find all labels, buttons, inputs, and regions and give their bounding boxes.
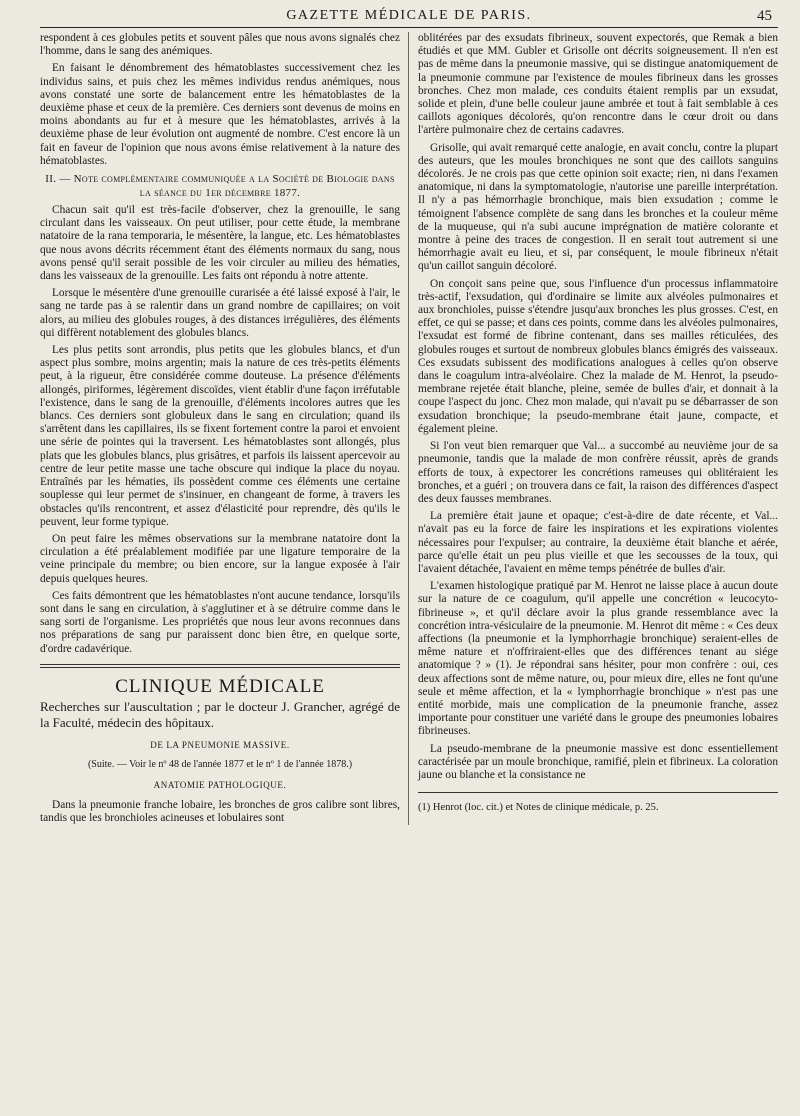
journal-title: GAZETTE MÉDICALE DE PARIS. (286, 8, 532, 23)
section-rule (40, 664, 400, 665)
paragraph: L'examen histologique pratiqué par M. Henrot ne laisse place à aucun doute sur la nature de ce coagulum, qu'il appelle une concrétion « leucocyto-fibrineuse », et qu'il déclare avoir la plus grande ressemblance avec la concrétion intra-vésiculaire de la pneumonie. M. Henrot dit même : « Ces deux affections (la pneumonie et la lymphorrhagie bronchique) seraient-elles de même nature et n'offriraient-elles que des différences tenant au siége anatomique ? » (1). Je répondrai sans hésiter, pour mon confrère : oui, ces deux affections sont de même nature, ou, pour mieux dire, elles ne font qu'une seule et même affection, et la « lymphorrhagie bronchique » n'est pas une entité morbide, mais une complication de la pneumonie franche, assez importante pour constituer une variété dans le groupe des pneumonies lobaires fibrineuses. (418, 580, 778, 738)
footnote: (1) Henrot (loc. cit.) et Notes de clinique médicale, p. 25. (418, 802, 659, 814)
right-column (409, 32, 778, 825)
paragraph: Grisolle, qui avait remarqué cette analogie, en avait conclu, contre la plupart des auteurs, que les moules bronchiques ne sont que des caillots sanguins décolorés. Je ne crois pas que cette opinion soit exacte; rien, ni dans l'examen anatomique, ni dans la symptomatologie, n'autorise une pareille interprétation. Il n'y a pas hémorrhagie bronchique, mais bien exsudation ; comme le témoignent l'absence complète de sang dans les bronches et la couleur même de la muqueuse, qui n'a subi aucune imprégnation de matière colorante et montre à peine des traces de congestion. Il en serait tout autrement si une hémorrhagie avait eu lieu, et si, par conséquent, le moule fibrineux n'était qu'un caillot sanguin décoloré. (418, 141, 778, 273)
continuation-note: (Suite. — Voir le nº 48 de l'année 1877 et le nº 1 de l'année 1878.) (87, 759, 353, 771)
subsection-title: ANATOMIE PATHOLOGIQUE. (153, 780, 287, 791)
paragraph: respondent à ces globules petits et souvent pâles que nous avons signalés chez l'homme, dans le sang des anémiques. (40, 32, 400, 58)
paragraph: oblitérées par des exsudats fibrineux, souvent expectorés, que Remak a bien étudiés et que MM. Gubler et Grisolle ont décrits soigneusement. Il n'en est pas de même dans la pneumonie massive, qui se distingue anatomiquement de la pneumonie commune par l'existence de moules fibrineux dans les grosses bronches. Chez mon malade, ces conduits étaient remplis par un exsudat, solide et plein, d'une belle couleur jaune ambrée et tout à fait semblable à ces caillots agoniques décolorés, qu'on rencontre dans le cœur droit ou dans l'artère pulmonaire chez de certains cadavres. (418, 32, 778, 137)
paragraph: On peut faire les mêmes observations sur la membrane natatoire dont la circulation a été préalablement modifiée par une ligature temporaire de la veine principale du membre; ou bien encore, sur la langue exposée à l'air depuis quelques heures. (40, 532, 400, 585)
page-number: 45 (757, 8, 772, 24)
paragraph: Dans la pneumonie franche lobaire, les bronches de gros calibre sont libres, tandis que les bronchioles acineuses et lobulaires sont (40, 798, 400, 824)
paragraph: En faisant le dénombrement des hématoblastes successivement chez les individus sains, et puis chez les mêmes individus rendus anémiques, nous avons constaté une sorte de balancement entre les hématoblastes de la deuxième phase et ceux de la première. Ces derniers sont devenus de moins en moins abondants au fur et à mesure que les hématoblastes, arrivés à la deuxième phase de leur évolution ont augmenté de nombre. C'est encore là un fait en faveur de l'opinion que nous avons émise relativement à la nature des hématoblastes. (40, 62, 400, 167)
subsection-title: DE LA PNEUMONIE MASSIVE. (150, 739, 290, 750)
section-rule (40, 667, 400, 668)
paragraph: Si l'on veut bien remarquer que Val... a succombé au neuvième jour de sa pneumonie, tandis que la malade de mon confrère réussit, après de grands efforts de toux, à expectorer les concrétions rameuses qui oblitéraient les bronches, et a guéri ; on trouvera dans ce fait, la raison des différences d'aspect des deux fausses membranes. (418, 440, 778, 505)
paragraph: On conçoit sans peine que, sous l'influence d'un processus inflammatoire très-actif, l'exsudation, qui d'ordinaire se limite aux alvéoles pulmonaires et aux bronchioles, puisse s'étendre jusqu'aux bronches les plus grosses. C'est, en effet, ce qui se passe; et dans ces points, comme dans les alvéoles pulmonaires, l'exsudat est formé de fibrine contenant, dans ses mailles réticulées, des globules rouges et surtout de nombreux globules blancs émigrés des vaisseaux. Ces exsudats subissent des modifications analogues à celles qu'on observe dans le coagulum intra-alvéolaire. Chez la malade de M. Henrot, la pseudo-membrane rejetée était blanche, pleine, semée de bulles d'air, et donnait à la coupe l'aspect du jonc. Chez mon malade, qui n'avait pu se débarrasser de son exsudation bronchique; la pseudo-membrane était jaune, compacte, et également pleine. (418, 277, 778, 435)
paragraph: Ces faits démontrent que les hématoblastes n'ont aucune tendance, lorsqu'ils sont dans le sang en circulation, à s'agglutiner et à se détruire comme dans le sang sorti de l'organisme. Les propriétés que nous leur avons reconnues dans nos préparations de sang pur paraissent donc bien être, en quelque sorte, d'ordre cadavérique. (40, 589, 400, 655)
note-heading: II. — Note complémentaire communiquée a la Société de Biologie dans la séance du 1er décembre 1877. (45, 173, 395, 200)
article-columns (40, 32, 778, 825)
paragraph: La pseudo-membrane de la pneumonie massive est donc essentiellement caractérisée par un moule bronchique, ramifié, plein et fibrineux. La coloration jaune ou blanche et la consistance ne (418, 742, 778, 781)
paragraph: Chacun sait qu'il est très-facile d'observer, chez la grenouille, le sang circulant dans les vaisseaux. On peut utiliser, pour cette étude, la membrane natatoire de la rana temporaria, le mésentère, la langue, etc. Les hématoblastes que nous avons décrits récemment étant des éléments normaux du sang, nous avons pensé qu'il serait possible de les voir circuler au milieu des hématies, dans les vaisseaux de la grenouille. Les faits ont répondu à notre attente. (40, 204, 400, 283)
paragraph: Les plus petits sont arrondis, plus petits que les globules blancs, et d'un aspect plus sombre, moins argentin; mais la nature de ces très-petits éléments peut, à la rigueur, être considérée comme douteuse. La présence d'éléments allongés, piriformes, légèrement discoïdes, vient établir d'une façon irréfutable l'existence, dans le sang de la grenouille, d'éléments incolores autres que les blancs. Ces derniers sont globuleux dans le sang en circulation; quand ils s'arrêtent dans les capillaires, ils se fixent fortement contre la paroi et envoient une série de pointes qui la traversent. Les hématoblastes sont allongés, plus plats que les globules blancs, plus grisâtres, et parfois ils laissent apercevoir au centre de leur petite masse une tache obscure qui indique la place du noyau. Entraînés par les hématies, ils possèdent comme ces éléments une certaine souplesse qui leur permet de s'insinuer, en changeant de forme, à travers les obstacles qu'ils rencontrent, et assez d'élasticité pour reprendre, dès qu'ils le peuvent, leur forme typique. (40, 344, 400, 528)
article-byline: Recherches sur l'auscultation ; par le docteur J. Grancher, agrégé de la Faculté, médecin des hôpitaux. (40, 698, 400, 730)
paragraph: Lorsque le mésentère d'une grenouille curarisée a été laissé exposé à l'air, le sang ne tarde pas à se ralentir dans un grand nombre de capillaires; on voit alors, au milieu des globules rouges, à des distances irrégulières, des éléments qui diffèrent notablement des globules blancs. (40, 287, 400, 339)
page-header (40, 8, 778, 28)
paragraph: La première était jaune et opaque; c'est-à-dire de date récente, et Val... n'avait pas eu la force de faire les inspirations et les expirations violentes nécessaires pour l'expulser; au contraire, la deuxième était blanche et aérée, parce qu'elle était un peu plus vieille et que les secousses de la toux, qui l'avaient détachée, l'avaient en même temps pénétrée de bulles d'air. (418, 510, 778, 575)
footnote-rule (418, 792, 778, 793)
section-title: CLINIQUE MÉDICALE (115, 675, 325, 697)
left-column (40, 32, 409, 825)
